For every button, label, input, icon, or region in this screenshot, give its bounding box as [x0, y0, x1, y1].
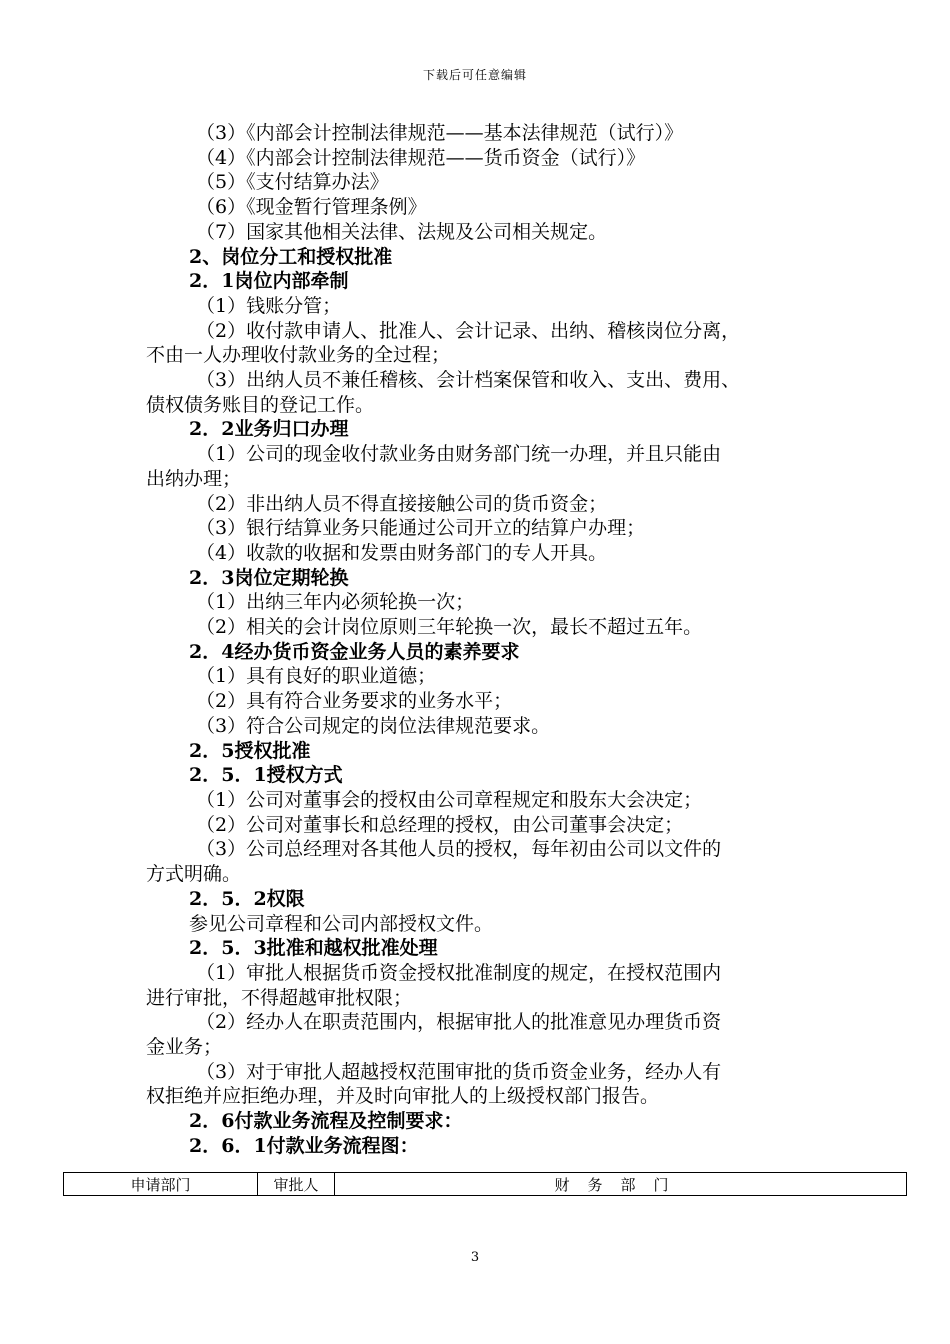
- section-heading: 2．5．3批准和越权批准处理: [189, 937, 438, 960]
- text-line: （1）钱账分管；: [196, 294, 342, 317]
- text-line: （7）国家其他相关法律、法规及公司相关规定。: [196, 220, 608, 243]
- text-line: （3）符合公司规定的岗位法律规范要求。: [196, 714, 551, 737]
- text-line: （2）相关的会计岗位原则三年轮换一次，最长不超过五年。: [196, 616, 703, 639]
- text-line: （4）收款的收据和发票由财务部门的专人开具。: [196, 541, 608, 564]
- section-heading: 2．6付款业务流程及控制要求：: [189, 1110, 463, 1133]
- text-line: （5）《支付结算办法》: [196, 171, 389, 194]
- page-number: 3: [470, 1250, 480, 1265]
- text-line: （3）公司总经理对各其他人员的授权，每年初由公司以文件的: [196, 838, 722, 861]
- document-body: [146, 121, 816, 1159]
- text-line: 不由一人办理收付款业务的全过程；: [146, 344, 451, 367]
- text-line: 债权债务账目的登记工作。: [146, 393, 375, 416]
- section-heading: 2．1岗位内部牵制: [189, 270, 349, 293]
- text-line: （2）非出纳人员不得直接接触公司的货币资金；: [196, 492, 608, 515]
- text-line: （1）出纳三年内必须轮换一次；: [196, 591, 475, 614]
- text-line: 方式明确。: [146, 863, 242, 886]
- section-heading: 2．3岗位定期轮换: [189, 566, 349, 589]
- section-heading: 2．5．2权限: [189, 887, 305, 910]
- text-line: （1）公司的现金收付款业务由财务部门统一办理，并且只能由: [196, 443, 722, 466]
- text-line: （1）具有良好的职业道德；: [196, 665, 437, 688]
- text-line: （3）出纳人员不兼任稽核、会计档案保管和收入、支出、费用、: [196, 369, 741, 392]
- section-heading: 2．5授权批准: [189, 739, 311, 762]
- section-heading: 2．5．1授权方式: [189, 764, 343, 787]
- section-heading: 2、岗位分工和授权批准: [189, 245, 393, 268]
- text-line: 出纳办理；: [146, 467, 242, 490]
- text-line: 金业务；: [146, 1036, 223, 1059]
- text-line: （3）对于审批人超越授权范围审批的货币资金业务，经办人有: [196, 1060, 722, 1083]
- flowchart-header-table: [63, 1172, 907, 1196]
- text-line: （6）《现金暂行管理条例》: [196, 196, 427, 219]
- text-line: （2）经办人在职责范围内，根据审批人的批准意见办理货币资: [196, 1011, 722, 1034]
- col-applicant-dept: 申请部门: [64, 1173, 258, 1196]
- text-line: （2）收付款申请人、批准人、会计记录、出纳、稽核岗位分离，: [196, 319, 741, 342]
- col-finance-dept: 财务部门: [335, 1173, 907, 1196]
- text-line: 参见公司章程和公司内部授权文件。: [189, 912, 494, 935]
- text-line: （2）公司对董事长和总经理的授权，由公司董事会决定；: [196, 813, 684, 836]
- page-header: 下载后可任意编辑: [422, 68, 527, 82]
- text-line: （3）银行结算业务只能通过公司开立的结算户办理；: [196, 517, 646, 540]
- text-line: （3）《内部会计控制法律规范——基本法律规范（试行）》: [196, 122, 684, 144]
- text-line: （4）《内部会计控制法律规范——货币资金（试行）》: [196, 146, 646, 169]
- text-line: 权拒绝并应拒绝办理，并及时向审批人的上级授权部门报告。: [146, 1085, 660, 1108]
- text-line: （1）公司对董事会的授权由公司章程规定和股东大会决定；: [196, 788, 703, 811]
- text-line: （1）审批人根据货币资金授权批准制度的规定，在授权范围内: [196, 961, 722, 984]
- section-heading: 2．6．1付款业务流程图：: [189, 1134, 419, 1157]
- text-line: 进行审批，不得超越审批权限；: [146, 986, 413, 1009]
- text-line: （2）具有符合业务要求的业务水平；: [196, 690, 513, 713]
- section-heading: 2．2业务归口办理: [189, 418, 349, 441]
- section-heading: 2．4经办货币资金业务人员的素养要求: [189, 640, 520, 663]
- col-approver: 审批人: [258, 1173, 335, 1196]
